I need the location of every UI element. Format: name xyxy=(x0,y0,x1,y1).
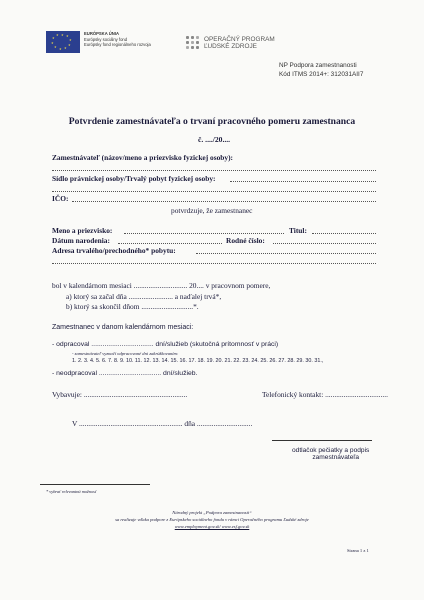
rc-line[interactable] xyxy=(273,243,376,244)
address-line[interactable] xyxy=(196,253,376,254)
option-a: a) ktorý sa začal dňa ........................ a naďalej trvá*, xyxy=(66,292,222,301)
stamp-line2: zamestnávateľa xyxy=(312,454,359,461)
name-line[interactable] xyxy=(124,233,284,234)
eu-line3: Európsky fond regionálneho rozvoja xyxy=(84,42,151,47)
project-info xyxy=(279,62,363,79)
stamp-line1: odtlačok pečiatky a podpis xyxy=(292,447,370,454)
op-logo-text xyxy=(204,36,275,51)
not-worked-line: - neodpracoval ................................. dní/služieb. xyxy=(52,370,198,377)
footer-links[interactable]: www.employment.gov.sk/ www.esf.gov.sk xyxy=(174,524,250,529)
eu-line2: Európsky sociálny fond xyxy=(84,36,128,42)
confirms-text: potvrdzuje, že zamestnanec xyxy=(171,206,253,215)
seat-line-2[interactable] xyxy=(52,191,376,192)
title-line[interactable] xyxy=(312,233,376,234)
seat-label: Sídlo právnickej osoby/Trvalý pobyt fyzickej osoby: xyxy=(52,174,216,183)
phone-contact: Telefonický kontakt: .................................. xyxy=(262,390,388,399)
employer-label: Zamestnávateľ (názov/meno a priezvisko fyzickej osoby): xyxy=(52,153,234,162)
address-label: Adresa trvalého/prechodného* pobytu: xyxy=(52,246,176,255)
ico-line[interactable] xyxy=(72,201,376,202)
dob-label: Dátum narodenia: xyxy=(52,236,110,245)
signature-line[interactable] xyxy=(272,440,372,441)
place-date: V ........................................................ dňa .............................. xyxy=(72,419,253,428)
prepared-by: Vybavuje: ........................................................ xyxy=(52,390,188,399)
op-line2: ĽUDSKÉ ZDROJE xyxy=(204,43,257,51)
document-title: Potvrdenie zamestnávateľa o trvaní pracovného pomeru zamestnanca xyxy=(68,116,356,127)
option-b: b) ktorý sa skončil dňom ............................*. xyxy=(66,302,199,311)
employer-line[interactable] xyxy=(52,170,376,171)
days-list[interactable]: 1. 2. 3. 4. 5. 6. 7. 8. 9. 10. 11. 12. 13. 14. 15. 16. 17. 18. 19. 20. 21. 22. 23. 24. 25. 26. 27. 28. 29. 30. 31., xyxy=(72,358,324,364)
address-line-2[interactable] xyxy=(52,263,376,264)
rc-label: Rodné číslo: xyxy=(226,236,265,245)
footnote: * vybrať relevantnú možnosť xyxy=(46,489,97,494)
worked-line: - odpracoval ................................. dní/služieb (skutočná prítomnosť v práci) xyxy=(52,341,279,348)
eu-logo-text xyxy=(84,31,151,48)
title-label: Titul: xyxy=(289,226,307,235)
stamp-label xyxy=(292,447,369,461)
document-number: č. ..../20.... xyxy=(198,135,231,144)
month-text: bol v kalendárnom mesiaci ............................. 20.... v pracovnom pomere, xyxy=(52,281,271,290)
dob-line[interactable] xyxy=(118,243,222,244)
op-line1: OPERAČNÝ PROGRAM xyxy=(204,36,275,43)
footer-line1: Národný projekt „Podpora zamestnanosti“ xyxy=(172,510,252,515)
seat-line[interactable] xyxy=(230,181,376,182)
itms-code: Kód ITMS 2014+: 312031AII7 xyxy=(279,70,364,78)
footnote-separator xyxy=(40,484,150,485)
ico-label: IČO: xyxy=(52,194,69,203)
section-label: Zamestnanec v danom kalendárnom mesiaci: xyxy=(52,324,194,331)
eu-line1: EURÓPSKA ÚNIA xyxy=(84,31,119,36)
project-name: NP Podpora zamestnanosti xyxy=(279,62,357,69)
footer-line2: sa realizuje vďaka podpore z Európskeho sociálneho fondu v rámci Operačného programu Ľudské zdroje xyxy=(115,517,309,522)
worked-note: - zamestnávateľ vyznačí odpracované dni zakrúžkovaním: xyxy=(72,351,179,356)
eu-flag-logo: ★ ★ ★ ★ ★ ★ ★ ★ ★ ★ xyxy=(46,31,80,53)
page-number: Strana 1 z 1 xyxy=(347,548,369,553)
name-label: Meno a priezvisko: xyxy=(52,226,113,235)
